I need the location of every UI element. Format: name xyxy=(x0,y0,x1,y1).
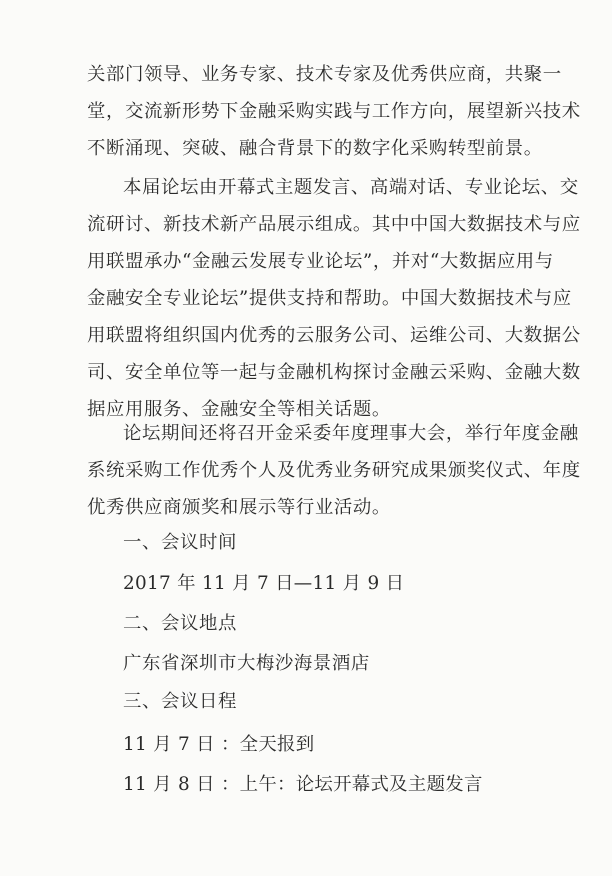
paragraph3-line-3: 优秀供应商颁奖和展示等行业活动。 xyxy=(87,497,391,518)
meeting-time-value: 2017 年 11 月 7 日—11 月 9 日 xyxy=(123,573,405,594)
paragraph1-line-2: 堂，交流新形势下金融采购实践与工作方向，展望新兴技术 xyxy=(87,101,581,122)
paragraph2-line-6: 司、安全单位等一起与金融机构探讨金融云采购、金融大数 xyxy=(87,362,581,383)
section2-heading: 二、会议地点 xyxy=(123,613,237,634)
paragraph3-line-1: 论坛期间还将召开金采委年度理事大会，举行年度金融 xyxy=(123,423,579,444)
paragraph2-line-7: 据应用服务、金融安全等相关话题。 xyxy=(87,399,391,420)
agenda-item-2: 11 月 8 日 ：上午：论坛开幕式及主题发言 xyxy=(123,774,483,795)
paragraph1-line-3: 不断涌现、突破、融合背景下的数字化采购转型前景。 xyxy=(87,138,543,159)
meeting-location-value: 广东省深圳市大梅沙海景酒店 xyxy=(123,653,370,674)
paragraph2-line-1: 本届论坛由开幕式主题发言、高端对话、专业论坛、交 xyxy=(123,177,579,198)
paragraph1-line-1: 关部门领导、业务专家、技术专家及优秀供应商，共聚一 xyxy=(87,64,562,85)
paragraph2-line-4: 金融安全专业论坛”提供支持和帮助。中国大数据技术与应 xyxy=(87,288,572,309)
section3-heading: 三、会议日程 xyxy=(123,691,237,712)
paragraph2-line-2: 流研讨、新技术新产品展示组成。其中中国大数据技术与应 xyxy=(87,214,581,235)
paragraph2-line-3: 用联盟承办“金融云发展专业论坛”，并对“大数据应用与 xyxy=(87,251,554,272)
section1-heading: 一、会议时间 xyxy=(123,532,237,553)
paragraph3-line-2: 系统采购工作优秀个人及优秀业务研究成果颁奖仪式、年度 xyxy=(87,460,581,481)
agenda-item-1: 11 月 7 日 ：全天报到 xyxy=(123,734,315,755)
paragraph2-line-5: 用联盟将组织国内优秀的云服务公司、运维公司、大数据公 xyxy=(87,325,581,346)
